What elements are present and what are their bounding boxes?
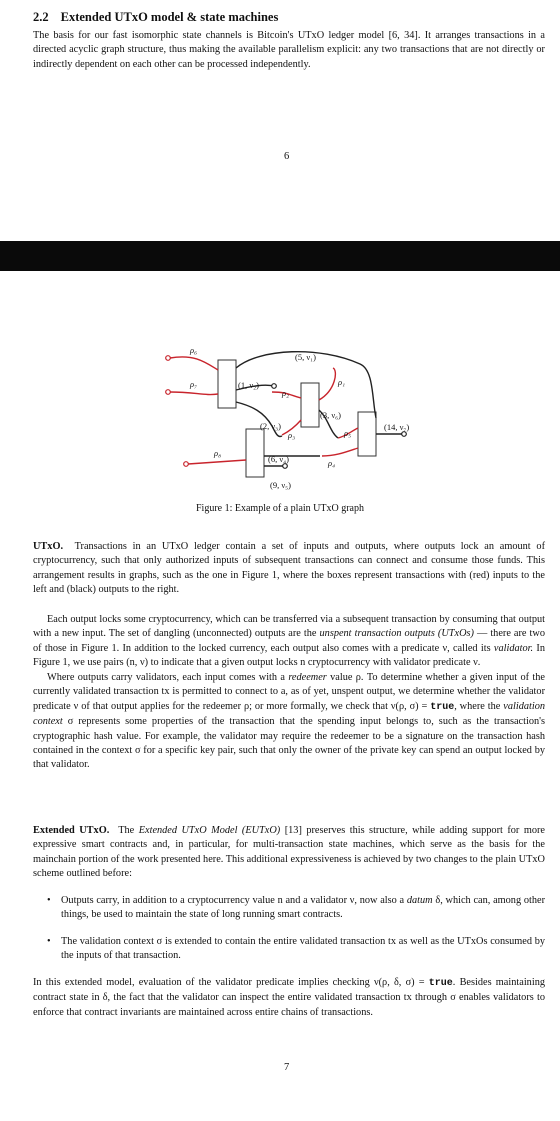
p5-text-a: In this extended model, evaluation of the validator predicate implies checking ν(ρ, δ, σ) = <box>33 977 429 988</box>
list-item <box>33 935 545 964</box>
redeemer-paragraph <box>33 671 545 773</box>
input-edge-p4 <box>322 448 358 456</box>
redeemer-text-b: value ρ. To determine whether a given input of the currently validated transaction tx is permitted to connect to a, as of yet, unspent output, we determine whether the validator predicate ν of that output applies for the redeemer ρ; or more formally, we check that ν(ρ, σ) = <box>33 672 545 712</box>
output-port-14 <box>402 432 407 437</box>
output-text-c: In Figure 1, we use pairs (n, ν) to indicate that a given output locks n cryptocurrency with validator predicate ν. <box>33 642 545 669</box>
output-port-1 <box>272 384 277 389</box>
intro-paragraph: The basis for our fast isomorphic state channels is Bitcoin's UTxO ledger model [6, 34]. It arranges transactions in a directed acyclic graph structure, thus making the available parallelism explicit: any two transactions that are not directly or indirectly dependent on each other can be processed independently. <box>33 30 545 70</box>
b1-text-a: Outputs carry, in addition to a cryptocurrency value n and a validator ν, now also a <box>61 895 407 906</box>
output-paragraph <box>33 613 545 671</box>
input-edge-p6 <box>170 357 218 370</box>
tx-box-1 <box>218 360 236 408</box>
page-separator <box>0 241 560 271</box>
page-number-7: 7 <box>284 1062 290 1073</box>
eutxo-lead: Extended UTxO. <box>33 825 110 836</box>
utxo-paragraph <box>33 540 545 598</box>
redeemer-text-d: σ represents some properties of the transaction that the spending input belongs to, such as the transaction's cryptographic hash value. For example, the validator may require the redeemer to be a signature on the transaction hash contained in the context σ for a specific key pair, such that only the owner of the private key can spend an output locked by that validator. <box>33 716 545 771</box>
label-out-14: (14, ν₇) <box>384 422 410 432</box>
section-title: Extended UTxO model & state machines <box>60 10 279 24</box>
redeemer-text-a: Where outputs carry validators, each input comes with a <box>47 672 289 683</box>
label-p3: ρ₃ <box>288 430 296 440</box>
utxo-body: Transactions in an UTxO ledger contain a set of inputs and outputs, where outputs lock an amount of cryptocurrency, such that only authorized inputs of subsequent transactions can connect and consume those funds. This arrangement results in graphs, such as the one in Figure 1, where the boxes represent transactions with (red) inputs to the left and (black) outputs to the right. <box>33 541 545 596</box>
input-port-p6 <box>166 356 171 361</box>
eutxo-term: Extended UTxO Model (EUTxO) <box>138 825 281 836</box>
section-heading <box>33 8 533 26</box>
label-p6: ρ₆ <box>190 345 198 355</box>
input-port-p8 <box>184 462 189 467</box>
datum-term: datum <box>406 895 433 906</box>
label-out-6: (6, ν₄) <box>268 454 289 464</box>
page-number-6: 6 <box>284 151 290 162</box>
true-literal: true <box>430 701 455 713</box>
extended-model-paragraph <box>33 976 545 1020</box>
changes-list <box>33 894 545 964</box>
input-edge-p1 <box>319 368 335 400</box>
figure-caption: Figure 1: Example of a plain UTxO graph <box>195 503 364 514</box>
p5-text-b: . Besides maintaining contract state in δ, the fact that the validator can inspect the entire validated transaction tx through σ enables validators to enforce that contract invariants are maintained across entire chains of transactions. <box>33 977 545 1018</box>
input-port-p7 <box>166 390 171 395</box>
label-out-9: (9, ν₅) <box>270 480 291 490</box>
tx-box-3 <box>358 412 376 456</box>
label-p8: ρ₈ <box>214 448 222 458</box>
b1-text-b: δ, which can, among other things, be used to maintain the state of long running smart contracts. <box>61 895 545 921</box>
redeemer-text-c: , where the <box>454 700 504 712</box>
output-text-b: — there are two of those in Figure 1. In addition to the locked currency, each output also comes with a predicate ν, called its <box>33 628 545 654</box>
eutxo-text-b: [13] preserves this structure, while adding support for more expressive smart contracts and, in particular, for multi-transaction state machines, which serve as the basis for the mainchain portion of the work presented here. This additional expressiveness is achieved by two changes to the plain UTxO scheme outlined before: <box>33 825 545 880</box>
label-p5: ρ₅ <box>344 428 352 438</box>
input-edge-p8 <box>188 460 246 464</box>
bullet-icon: • <box>47 895 51 906</box>
label-p2: ρ₂ <box>282 388 290 398</box>
utxo-term: unspent transaction outputs (UTxOs) <box>319 628 474 640</box>
utxo-graph-figure <box>160 340 430 500</box>
eutxo-text-a: The <box>118 825 139 836</box>
section-number: 2.2 <box>33 10 49 24</box>
b2-text: The validation context σ is extended to contain the entire validated transaction tx as well as the UTxOs consumed by the inputs of that transaction. <box>61 935 545 962</box>
label-p7: ρ₇ <box>190 379 198 389</box>
label-out-2: (2, ν₃) <box>260 421 281 431</box>
output-port-9 <box>283 464 288 469</box>
bullet-icon: • <box>47 935 51 947</box>
label-out-1: (1, ν₂) <box>238 380 259 390</box>
utxo-lead: UTxO. <box>33 541 64 552</box>
label-p4: ρ₄ <box>328 458 336 468</box>
label-p1: ρ₁ <box>338 377 346 387</box>
true-literal-2: true <box>428 978 453 989</box>
validation-context-term: validation context <box>33 700 546 728</box>
redeemer-term: redeemer <box>288 672 327 683</box>
list-item <box>33 894 545 923</box>
label-out-5: (5, ν₁) <box>295 352 316 362</box>
tx-box-2 <box>301 383 319 427</box>
eutxo-paragraph <box>33 824 545 882</box>
tx-box-4 <box>246 429 264 477</box>
output-text-a: Each output locks some cryptocurrency, which can be transferred via a subsequent transaction by consuming that output with a new input. The set of dangling (unconnected) outputs are the <box>33 614 545 640</box>
input-edge-p7 <box>170 392 218 395</box>
label-out-3: (3, ν₆) <box>320 410 341 420</box>
validator-term: validator. <box>493 642 534 654</box>
